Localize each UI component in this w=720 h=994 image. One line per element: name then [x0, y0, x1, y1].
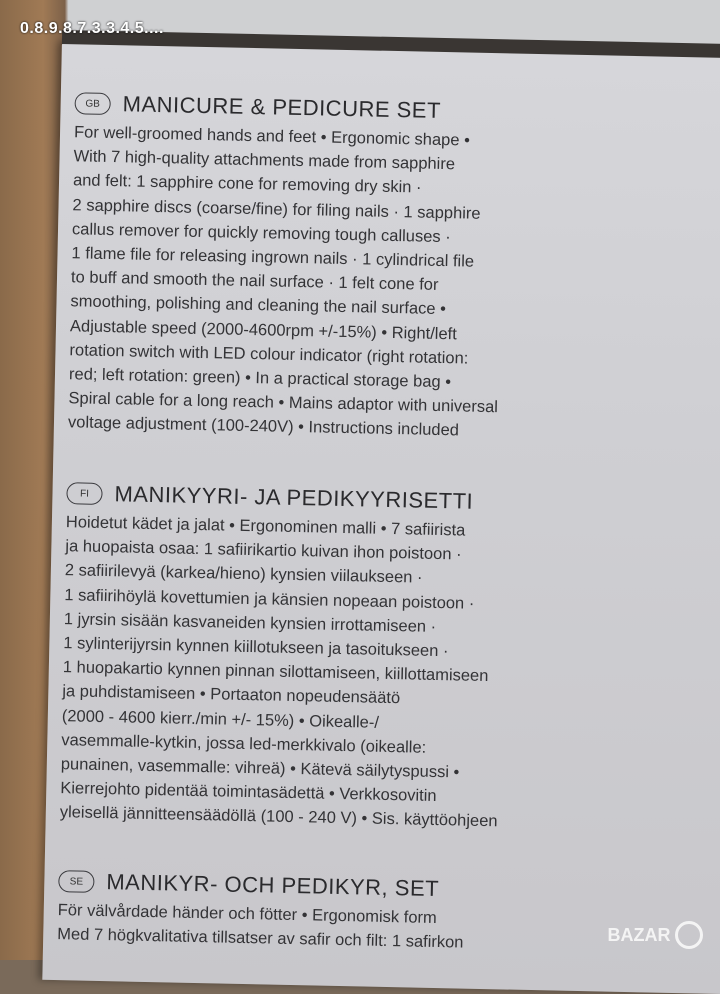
product-box [42, 40, 720, 994]
logo-text: BAZAR [607, 924, 671, 945]
text-line: 1 huopakartio kynnen pinnan silottamiseen, kiillottamiseen [62, 658, 489, 686]
text-line: For well-groomed hands and feet • Ergonomic shape • [73, 123, 471, 150]
text-line: voltage adjustment (100-240V) • Instructions included [67, 413, 460, 440]
text-line: Spiral cable for a long reach • Mains adaptor with universal [68, 389, 499, 417]
language-badge-se: SE [58, 870, 94, 893]
text-line: yleisellä jännitteensäädöllä (100 - 240 V) • Sis. käyttöohjeen [59, 803, 498, 831]
text-line: 1 sylinterijyrsin kynnen kiillotukseen ja tasoitukseen · [63, 634, 449, 661]
text-line: callus remover for quickly removing tough calluses · [71, 220, 451, 246]
section-body-gb [68, 120, 710, 448]
text-line: ja huopaista osaa: 1 safiirikartio kuivan ihon poistoon · [65, 537, 462, 564]
section-fi [60, 476, 703, 838]
text-line: red; left rotation: green) • In a practical storage bag • [68, 365, 452, 392]
logo-ring-icon [675, 921, 703, 949]
text-line: För välvårdade händer och fötter • Ergonomisk form [57, 901, 437, 928]
text-line: smoothing, polishing and cleaning the nail surface • [70, 292, 447, 319]
section-gb [68, 86, 711, 448]
text-line: punainen, vasemmalle: vihreä) • Kätevä säilytyspussi • [60, 755, 460, 782]
text-line: 1 safiirihöylä kovettumien ja känsien nopeaan poistoon · [64, 585, 475, 613]
text-line: With 7 high-quality attachments made from sapphire [73, 147, 456, 174]
text-line: 1 jyrsin sisään kasvaneiden kynsien irrottamiseen · [63, 609, 437, 636]
bazar-logo [596, 918, 714, 952]
text-line: Adjustable speed (2000-4600rpm +/-15%) • Right/left [69, 316, 457, 343]
text-line: and felt: 1 sapphire cone for removing dry skin · [72, 171, 422, 197]
text-line: (2000 - 4600 kierr./min +/- 15%) • Oikealle-/ [61, 706, 380, 732]
section-title-fi: MANIKYYRI- JA PEDIKYYRISETTI [114, 481, 474, 514]
text-line: vasemmalle-kytkin, jossa led-merkkivalo (oikealle: [61, 730, 427, 757]
text-line: ja puhdistamiseen • Portaaton nopeudensäätö [62, 682, 401, 708]
text-line: to buff and smooth the nail surface · 1 felt cone for [70, 268, 439, 295]
text-line: rotation switch with LED colour indicator (right rotation: [69, 341, 469, 368]
language-badge-fi: FI [66, 482, 102, 505]
text-line: 2 sapphire discs (coarse/fine) for filing nails · 1 sapphire [72, 195, 481, 223]
text-line: 1 flame file for releasing ingrown nails · 1 cylindrical file [71, 244, 475, 271]
watermark-number: 0.8.9.8.7.3.3.4.5.... [20, 20, 164, 37]
text-line: Kierrejohto pidentää toimintasädettä • Verkkosovitin [60, 779, 437, 806]
section-body-fi [60, 510, 702, 838]
section-title-se: MANIKYR- OCH PEDIKYR, SET [106, 869, 440, 902]
text-line: 2 safiirilevyä (karkea/hieno) kynsien viilaukseen · [64, 561, 423, 588]
text-line: Hoidetut kädet ja jalat • Ergonominen malli • 7 safiirista [65, 513, 466, 540]
section-title-gb: MANICURE & PEDICURE SET [122, 91, 442, 123]
text-line: Med 7 högkvalitativa tillsatser av safir och filt: 1 safirkon [57, 925, 464, 952]
language-badge-gb: GB [74, 92, 110, 115]
